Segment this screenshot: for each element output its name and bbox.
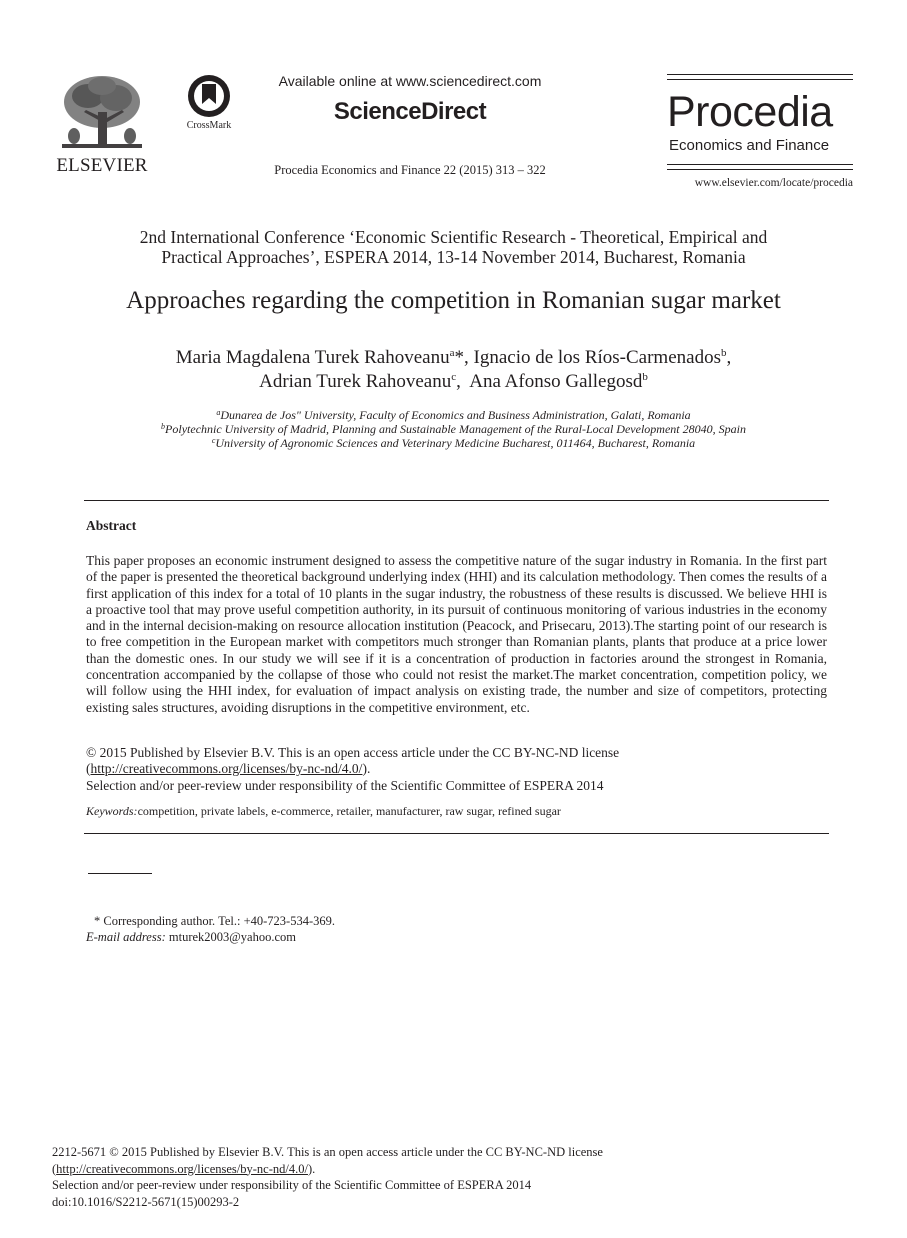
procedia-rule	[667, 79, 853, 80]
license-line	[52, 1161, 752, 1178]
author-name: Ignacio de los Ríos-Carmenados	[473, 347, 721, 368]
conference-line: Practical Approaches’, ESPERA 2014, 13-14 November 2014, Bucharest, Romania	[161, 246, 746, 267]
author-affiliation-sup: b	[642, 371, 648, 383]
procedia-rule	[667, 164, 853, 165]
affiliation-text: Polytechnic University of Madrid, Planning and Sustainable Management of the Rural-Local Development 28040, Spain	[165, 422, 746, 436]
sciencedirect-logo[interactable]: ScienceDirect	[333, 98, 487, 125]
paren: (	[86, 761, 91, 777]
conference-name	[80, 228, 827, 267]
abstract-heading: Abstract	[86, 518, 137, 533]
peer-review-line: Selection and/or peer-review under responsibility of the Scientific Committee of ESPERA 2014	[52, 1178, 532, 1192]
keywords-text: competition, private labels, e-commerce, retailer, manufacturer, raw sugar, refined sugar	[137, 804, 561, 818]
procedia-rule	[667, 169, 853, 170]
author-affiliation-sup: a	[449, 347, 455, 359]
available-online-text: Available online at www.sciencedirect.com	[278, 73, 542, 89]
license-statement	[86, 745, 827, 794]
author-name: Adrian Turek Rahoveanu	[259, 371, 452, 392]
author-affiliation-sup: b	[720, 347, 727, 359]
affiliation-text: University of Agronomic Sciences and Veterinary Medicine Bucharest, 011464, Bucharest, Romania	[215, 436, 696, 450]
affiliation-item	[60, 408, 847, 422]
journal-reference: Procedia Economics and Finance 22 (2015) 313 – 322	[274, 163, 546, 177]
paren: (	[52, 1161, 57, 1176]
email-label: E-mail address:	[86, 929, 166, 944]
license-line: Selection and/or peer-review under responsibility of the Scientific Committee of ESPERA 2014	[86, 777, 604, 793]
doi-line[interactable]: doi:10.1016/S2212-5671(15)00293-2	[52, 1194, 240, 1209]
affiliation-list	[60, 408, 847, 450]
issn-license-block	[52, 1144, 752, 1210]
journal-url-link[interactable]: www.elsevier.com/locate/procedia	[694, 177, 853, 189]
crossmark-badge[interactable]	[178, 74, 240, 136]
author-affiliation-sup: c	[451, 371, 457, 383]
author-separator: ,	[456, 371, 470, 392]
conference-line: 2nd International Conference ‘Economic Scientific Research - Theoretical, Empirical and	[139, 227, 768, 247]
author-name: Maria Magdalena Turek Rahoveanu	[175, 347, 450, 368]
email-line	[86, 930, 586, 946]
elsevier-tree-icon	[58, 72, 146, 154]
procedia-logo	[667, 74, 853, 194]
corresponding-mark[interactable]: *	[454, 347, 464, 368]
corresponding-author-note: * Corresponding author. Tel.: +40-723-534-369.	[94, 914, 335, 928]
elsevier-wordmark: ELSEVIER	[56, 155, 148, 176]
affiliation-sup: a	[216, 408, 221, 417]
crossmark-icon	[187, 74, 231, 118]
section-divider	[84, 833, 829, 834]
procedia-subtitle: Economics and Finance	[669, 137, 830, 154]
footnote	[86, 914, 586, 945]
section-divider	[84, 500, 829, 501]
author-line	[60, 346, 847, 370]
author-list	[60, 346, 847, 394]
abstract-body: This paper proposes an economic instrument designed to assess the competitive nature of the sugar industry in Romania. In the first part of the paper is presented the theoretical background underlying index (HHI) and its calculation methodology. Then comes the results of a first application of this index for a total of 10 plants in the sugar industry, the robustness of these results is discussed. We believe HHI is a proactive tool that may prove useful competition authority, in its pursuit of continuous monitoring of various industries in the economy and in the internal decision-making on resource allocation institution (Peacock, and Prisecaru, 2013).The starting point of our research is to free competition in the European market with competitors much stronger than Romanian plants, plants that produce at a price lower than the domestic ones. In our study we will see if it is a concentration of production in factories around the strongest in Romania, concentration accompanied by the collapse of those who could not resist the market.The market concentration, competition policy, we will follow using the HHI index, for evaluation of impact analysis on existing trade, the number and size of competitors, protecting existing sales structures, avoiding disruptions in the competitive environment, etc.	[86, 553, 827, 715]
footnote-divider	[88, 873, 152, 874]
affiliation-text: Dunarea de Jos" University, Faculty of Economics and Business Administration, Galati, Romania	[220, 408, 691, 422]
author-line	[60, 370, 847, 394]
elsevier-logo	[52, 72, 152, 180]
license-line: © 2015 Published by Elsevier B.V. This is an open access article under the CC BY-NC-ND license	[86, 745, 620, 760]
keywords-label: Keywords:	[86, 804, 138, 818]
license-link[interactable]: http://creativecommons.org/licenses/by-nc-nd/4.0/	[56, 1161, 308, 1176]
keywords	[86, 804, 827, 819]
affiliation-item	[60, 422, 847, 436]
paren: ).	[362, 761, 371, 777]
author-separator: ,	[464, 347, 474, 368]
affiliation-item	[60, 436, 847, 450]
crossmark-label: CrossMark	[186, 120, 232, 131]
email-address[interactable]: mturek2003@yahoo.com	[165, 929, 296, 944]
paren: ).	[307, 1161, 316, 1176]
license-line	[86, 761, 827, 777]
affiliation-sup: c	[211, 436, 216, 445]
issn-line: 2212-5671 © 2015 Published by Elsevier B.V. This is an open access article under the CC BY-NC-ND license	[52, 1145, 603, 1159]
author-separator: ,	[726, 347, 732, 368]
procedia-rule	[667, 74, 853, 75]
license-link[interactable]: http://creativecommons.org/licenses/by-nc-nd/4.0/	[90, 761, 363, 777]
procedia-brand: Procedia	[667, 88, 833, 136]
author-name: Ana Afonso Gallegosd	[469, 371, 643, 392]
paper-title: Approaches regarding the competition in Romanian sugar market	[126, 287, 781, 314]
affiliation-sup: b	[161, 422, 166, 431]
